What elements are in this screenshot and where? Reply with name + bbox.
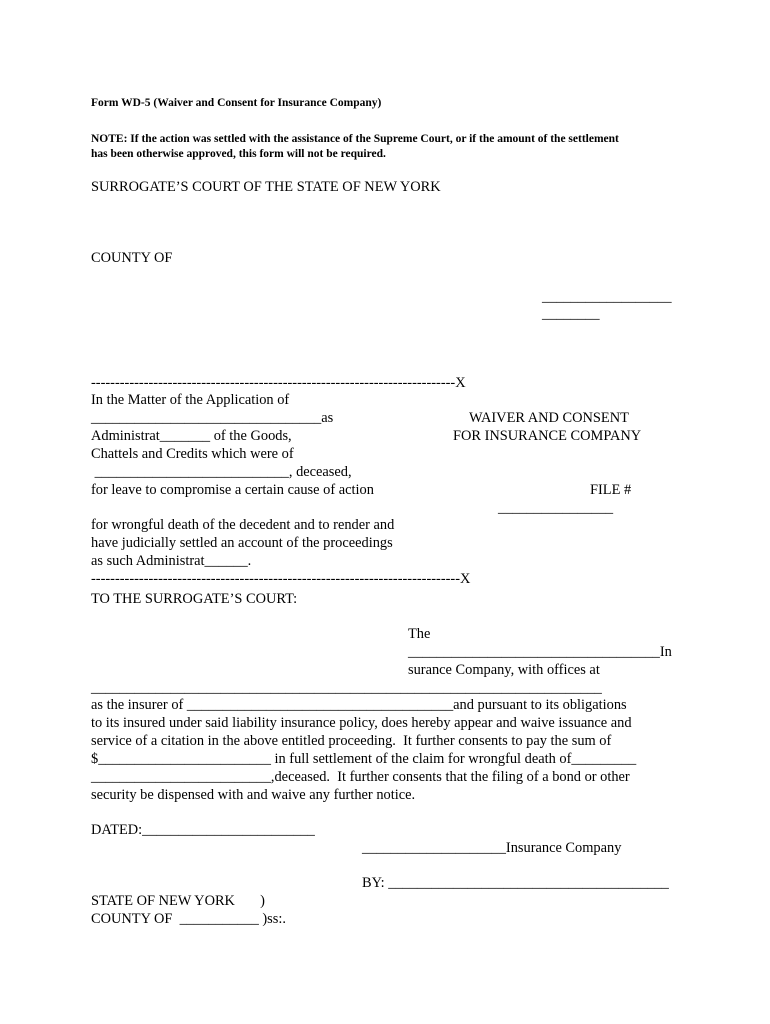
blank-line-a: __________________ bbox=[542, 289, 672, 305]
insurance-company-line: ___________________________________In bbox=[408, 644, 672, 660]
doc-title-2: FOR INSURANCE COMPANY bbox=[453, 428, 642, 444]
dated-line: DATED:________________________ bbox=[91, 822, 315, 838]
county-line: COUNTY OF ___________ )ss:. bbox=[91, 911, 286, 927]
insurance-company-signature: ____________________Insurance Company bbox=[362, 840, 622, 856]
body-line-6: security be dispensed with and waive any further notice. bbox=[91, 787, 416, 803]
body-line-2: to its insured under said liability insurance policy, does hereby appear and waive issuance and bbox=[91, 715, 632, 731]
court-name: SURROGATE’S COURT OF THE STATE OF NEW YORK bbox=[91, 179, 441, 195]
file-label: FILE # bbox=[590, 482, 632, 498]
the-label: The bbox=[408, 626, 431, 642]
matter-line-3: Administrat_______ of the Goods, bbox=[91, 428, 292, 444]
state-line: STATE OF NEW YORK ) bbox=[91, 893, 265, 909]
form-title: Form WD-5 (Waiver and Consent for Insurance Company) bbox=[91, 97, 382, 109]
body-line-3: service of a citation in the above entitled proceeding. It further consents to pay the sum of bbox=[91, 733, 612, 749]
blank-line-b: ________ bbox=[542, 306, 600, 322]
to-court: TO THE SURROGATE’S COURT: bbox=[91, 591, 298, 607]
matter-line-7: for wrongful death of the decedent and to render and bbox=[91, 517, 395, 533]
body-line-4: $________________________ in full settlement of the claim for wrongful death of_________ bbox=[91, 751, 637, 767]
offices-blank: _______________________________________________________________________ bbox=[91, 680, 602, 696]
file-blank: ________________ bbox=[498, 500, 614, 516]
county-of-heading: COUNTY OF bbox=[91, 250, 173, 266]
divider-top: ----------------------------------------------------------------------------X bbox=[91, 375, 466, 391]
matter-line-6: for leave to compromise a certain cause of action bbox=[91, 482, 374, 498]
matter-line-2: ________________________________as bbox=[91, 410, 334, 426]
insurance-company-line-2: surance Company, with offices at bbox=[408, 662, 600, 678]
matter-line-5: ___________________________, deceased, bbox=[91, 464, 352, 480]
divider-bottom: -----------------------------------------------------------------------------X bbox=[91, 571, 471, 587]
matter-line-1: In the Matter of the Application of bbox=[91, 392, 290, 408]
doc-title-1: WAIVER AND CONSENT bbox=[469, 410, 629, 426]
note-line-2: has been otherwise approved, this form will not be required. bbox=[91, 148, 386, 160]
matter-line-9: as such Administrat______. bbox=[91, 553, 252, 569]
body-line-1: as the insurer of _____________________________________and pursuant to its obligations bbox=[91, 697, 627, 713]
matter-line-4: Chattels and Credits which were of bbox=[91, 446, 294, 462]
matter-line-8: have judicially settled an account of the proceedings bbox=[91, 535, 393, 551]
by-signature-line: BY: _______________________________________ bbox=[362, 875, 669, 891]
note-line-1: NOTE: If the action was settled with the assistance of the Supreme Court, or if the amount of the settlement bbox=[91, 133, 619, 145]
body-line-5: _________________________,deceased. It further consents that the filing of a bond or other bbox=[91, 769, 630, 785]
